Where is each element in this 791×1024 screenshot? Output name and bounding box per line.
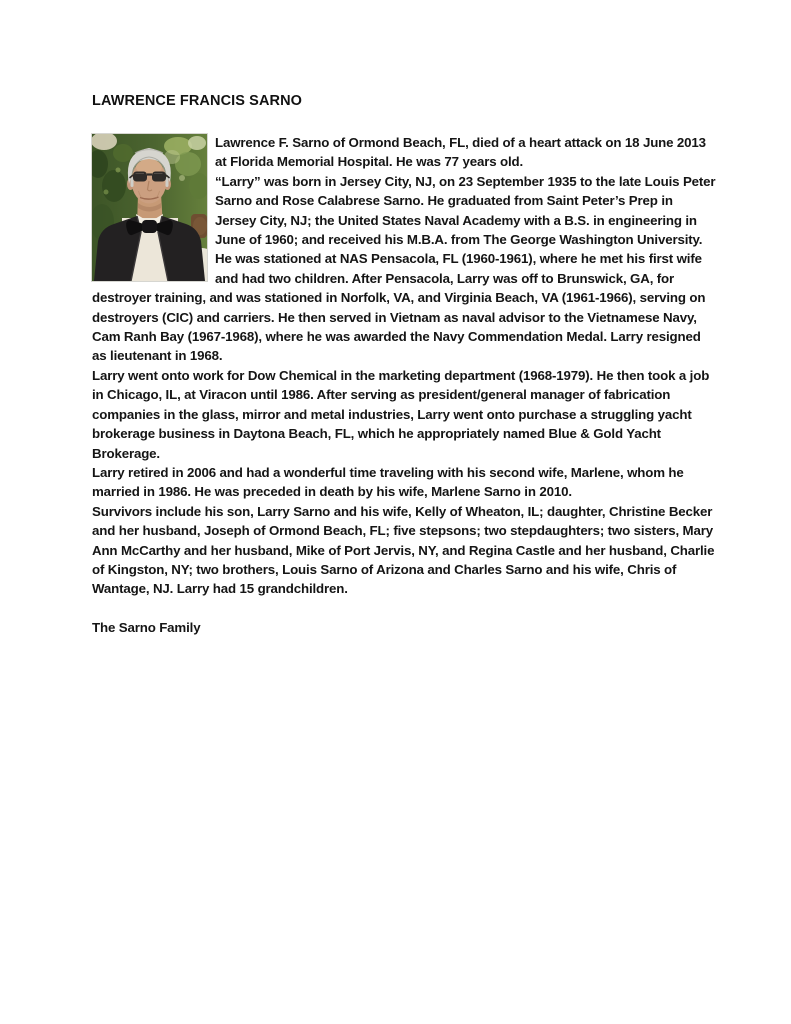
closing-signature: The Sarno Family <box>92 619 201 635</box>
portrait-photo <box>92 134 207 281</box>
obituary-paragraph-2: “Larry” was born in Jersey City, NJ, on 23 September 1935 to the late Louis Peter Sarno and Rose Calabrese Sarno. He graduated from Saint Peter’s Prep in Jersey City, NJ; the United States Naval Academy with a B.S. in engineering in June of 1960; and received his M.B.A. from The George Washington University. <box>215 173 716 248</box>
obituary-paragraph-4: Larry went onto work for Dow Chemical in the marketing department (1968-1979). He then took a job in Chicago, IL, at Viracon until 1986. After serving as president/general manager of fabrication companies in the glass, mirror and metal industries, Larry went onto purchase a struggling yacht brokerage business in Daytona Beach, FL, which he appropriately named Blue & Gold Yacht Brokerage. <box>92 367 710 461</box>
obituary-paragraph-5: Larry retired in 2006 and had a wonderful time traveling with his second wife, Marlene, whom he married in 1986. He was preceded in death by his wife, Marlene Sarno in 2010. <box>92 464 684 500</box>
obituary-paragraph-3: He was stationed at NAS Pensacola, FL (1960-1961), where he met his first wife and had two children. After Pensacola, Larry was off to Brunswick, GA, for destroyer training, and was stationed in Norfolk, VA, and Virginia Beach, VA (1961-1966), serving on destroyers (CIC) and carriers. He then served in Vietnam as naval advisor to the Vietnamese Navy, Cam Ranh Bay (1967-1968), where he was awarded the Navy Commendation Medal. Larry resigned as lieutenant in 1968. <box>92 251 706 364</box>
obituary-paragraph-1: Lawrence F. Sarno of Ormond Beach, FL, died of a heart attack on 18 June 2013 at Florida Memorial Hospital. He was 77 years old. <box>215 135 706 170</box>
obituary-paragraph-6: Survivors include his son, Larry Sarno and his wife, Kelly of Wheaton, IL; daughter, Christine Becker and her husband, Joseph of Ormond Beach, FL; five stepsons; two stepdaughters; two sisters, Mary Ann McCarthy and her husband, Mike of Port Jervis, NY, and Regina Castle and her husband, Charlie of Kingston, NY; two brothers, Louis Sarno of Arizona and Charles Sarno and his wife, Chris of Wantage, NJ. Larry had 15 grandchildren. <box>92 503 715 597</box>
obituary-title: LAWRENCE FRANCIS SARNO <box>92 93 303 109</box>
obituary-body <box>92 133 716 599</box>
portrait-photo-graphic <box>92 134 207 281</box>
obituary-content <box>92 93 716 637</box>
